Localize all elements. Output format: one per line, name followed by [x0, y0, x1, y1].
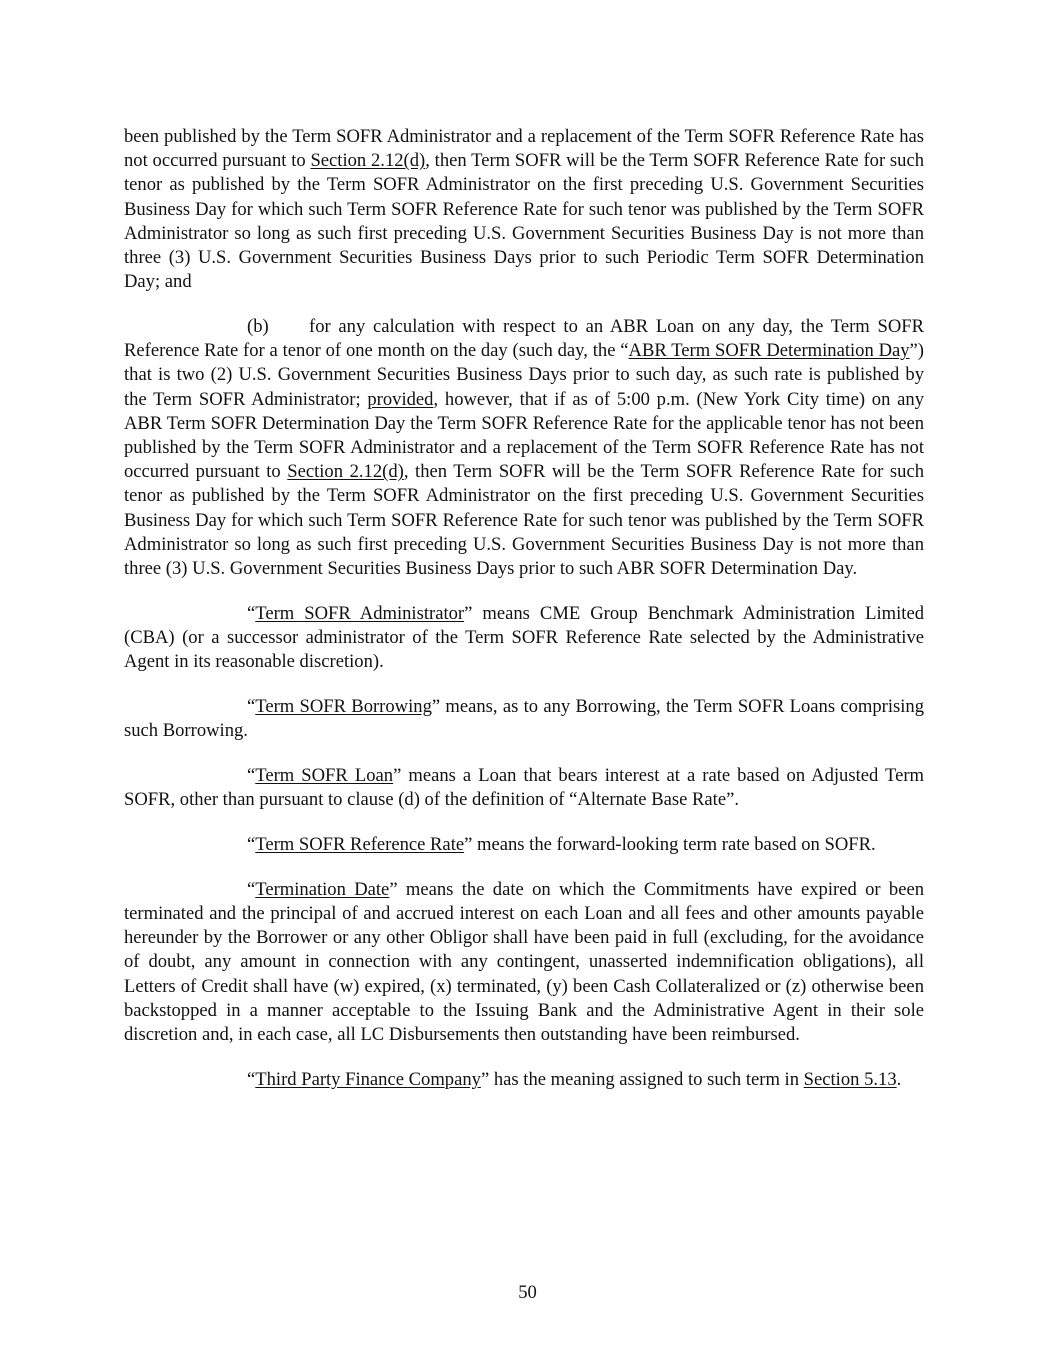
- section-reference: Section 5.13: [803, 1068, 897, 1090]
- document-page: [124, 125, 924, 1113]
- quote-mark: “: [247, 1068, 256, 1090]
- section-reference: Section 2.12(d): [310, 150, 426, 172]
- clause-text: ”) that is two (2) U.S. Government Securities Business Days prior to such day, as such rate is published by the Term SOFR Administrator;: [124, 340, 924, 410]
- page-number: 50: [518, 1282, 537, 1303]
- clause-label: (b): [247, 316, 269, 338]
- definition-text: ” has the meaning assigned to such term in: [480, 1068, 804, 1090]
- definition-third-party-finance-company: [124, 1068, 924, 1092]
- defined-term: Term SOFR Borrowing: [255, 696, 432, 718]
- closing-period: .: [896, 1068, 902, 1090]
- definition-text: ” means the forward-looking term rate based on SOFR.: [464, 834, 876, 856]
- quote-mark: “: [247, 765, 256, 787]
- definition-termination-date: [124, 878, 924, 1047]
- defined-term: ABR Term SOFR Determination Day: [628, 340, 910, 362]
- definition-text: ” means a Loan that bears interest at a rate based on Adjusted Term SOFR, other than pursuant to clause (d) of the definition of “Alternate Base Rate”.: [124, 765, 924, 811]
- continuation-text: been published by the Term SOFR Administrator and a replacement of the Term SOFR Reference Rate has not occurred pursuant to: [124, 126, 924, 172]
- clause-text: , then Term SOFR will be the Term SOFR Reference Rate for such tenor as published by the Term SOFR Administrator on the first preceding U.S. Government Securities Business Day for which such Term SOFR Reference Rate for such tenor was published by the Term SOFR Administrator so long as such first preceding U.S. Government Securities Business Day is not more than three (3) U.S. Government Securities Business Days prior to such ABR SOFR Determination Day.: [124, 461, 925, 580]
- quote-mark: “: [247, 602, 256, 624]
- quote-mark: “: [247, 878, 256, 900]
- quote-mark: “: [247, 696, 256, 718]
- defined-term: Term SOFR Loan: [255, 765, 394, 787]
- definition-term-sofr-administrator: [124, 602, 924, 675]
- definition-term-sofr-loan: [124, 764, 924, 812]
- clause-b-paragraph: [124, 315, 924, 581]
- continuation-paragraph: [124, 125, 924, 294]
- definition-text: ” means CME Group Benchmark Administration Limited (CBA) (or a successor administrator of the Term SOFR Reference Rate selected by the Administrative Agent in its reasonable discretion).: [124, 602, 924, 673]
- definition-term-sofr-borrowing: [124, 695, 924, 743]
- clause-text: for any calculation with respect to an ABR Loan on any day, the Term SOFR Reference Rate for a tenor of one month on the day (such day, the “: [124, 316, 924, 362]
- definition-text: ” means the date on which the Commitments have expired or been terminated and the principal of and accrued interest on each Loan and all fees and other amounts payable hereunder by the Borrower or any other Obligor shall have been paid in full (excluding, for the avoidance of doubt, any amount in connection with any contingent, unasserted indemnification obligations), all Letters of Credit shall have (w) expired, (x) terminated, (y) been Cash Collateralized or (z) otherwise been backstopped in a manner acceptable to the Issuing Bank and the Administrative Agent in their sole discretion and, in each case, all LC Disbursements then outstanding have been reimbursed.: [124, 878, 924, 1046]
- clause-text: , however, that if as of 5:00 p.m. (New York City time) on any ABR Term SOFR Determination Day the Term SOFR Reference Rate for the applicable tenor has not been published by the Term SOFR Administrator and a replacement of the Term SOFR Reference Rate has not occurred pursuant to: [124, 388, 924, 483]
- defined-term: Term SOFR Reference Rate: [255, 834, 465, 856]
- defined-term: Termination Date: [255, 878, 390, 900]
- section-reference: Section 2.12(d): [287, 461, 404, 483]
- definition-text: ” means, as to any Borrowing, the Term SOFR Loans comprising such Borrowing.: [124, 696, 924, 742]
- proviso-word: provided: [367, 388, 434, 410]
- quote-mark: “: [247, 834, 256, 856]
- definition-term-sofr-reference-rate: [124, 833, 924, 857]
- defined-term: Term SOFR Administrator: [255, 602, 465, 624]
- continuation-text: , then Term SOFR will be the Term SOFR Reference Rate for such tenor as published by the Term SOFR Administrator on the first preceding U.S. Government Securities Business Day for which such Term SOFR Reference Rate for such tenor was published by the Term SOFR Administrator so long as such first preceding U.S. Government Securities Business Day is not more than three (3) U.S. Government Securities Business Days prior to such Periodic Term SOFR Determination Day; and: [124, 150, 925, 293]
- defined-term: Third Party Finance Company: [255, 1068, 481, 1090]
